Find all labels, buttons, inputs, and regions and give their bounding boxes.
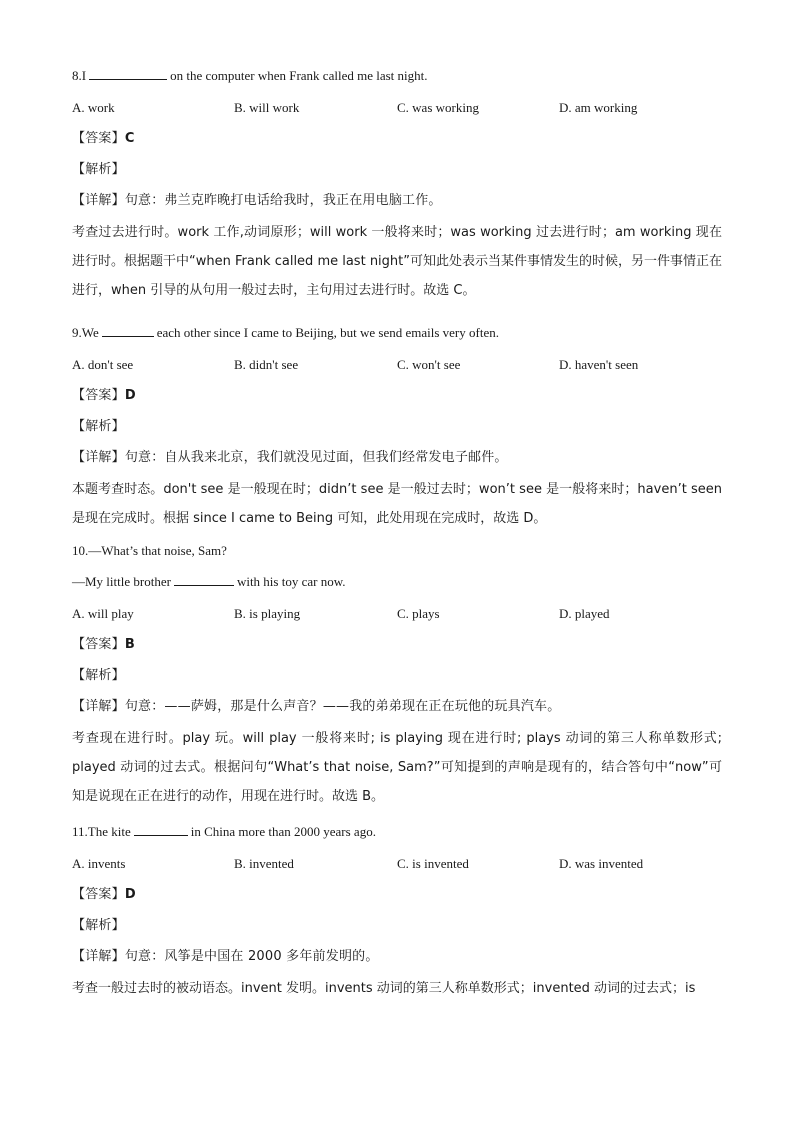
detail-line: 【详解】句意：风筝是中国在 2000 多年前发明的。	[72, 949, 379, 964]
question-number: 8.I	[72, 68, 87, 83]
answer-value: B	[124, 637, 135, 652]
analysis-label: 【解析】	[72, 918, 125, 933]
question-10-stem: 10.—What’s that noise, Sam?	[72, 543, 227, 558]
detail-text: 句意：弗兰克昨晚打电话给我时，我正在用电脑工作。	[124, 193, 442, 208]
question-number: 11.The kite	[72, 824, 131, 839]
question-number: 9.We	[72, 325, 99, 340]
answer-blank	[89, 67, 167, 80]
option-c: C. won't see	[397, 357, 461, 372]
option-b: B. will work	[234, 100, 300, 115]
explanation-paragraph: 考查一般过去时的被动语态。invent 发明。invents 动词的第三人称单数形式；invented 动词的过去式；is	[72, 981, 696, 996]
option-b: B. is playing	[234, 606, 301, 621]
explanation-paragraph: 本题考查时态。don't see 是一般现在时；didn’t see 是一般过去时；won’t see 是一般将来时；haven’t seen 是现在完成时。根据 since I came to Being 可知，此处用现在完成时，故选 D。	[72, 482, 722, 526]
answer-line: 【答案】C	[72, 131, 135, 146]
option-b: B. didn't see	[234, 357, 299, 372]
answer-value: D	[124, 388, 136, 403]
answer-line: 【答案】D	[72, 887, 136, 902]
answer-line: 【答案】D	[72, 388, 136, 403]
option-a: A. don't see	[72, 357, 134, 372]
stem-text: on the computer when Frank called me last night.	[170, 68, 428, 83]
stem-text: in China more than 2000 years ago.	[190, 824, 376, 839]
answer-blank	[134, 823, 188, 836]
answer-value: C	[124, 131, 135, 146]
option-c: C. plays	[397, 606, 440, 621]
option-d: D. was invented	[559, 856, 644, 871]
option-a: A. will play	[72, 606, 134, 621]
option-a: A. work	[72, 100, 115, 115]
option-d: D. am working	[559, 100, 638, 115]
answer-line: 【答案】B	[72, 637, 135, 652]
detail-line: 【详解】句意：弗兰克昨晚打电话给我时，我正在用电脑工作。	[72, 193, 442, 208]
option-d: D. played	[559, 606, 610, 621]
analysis-label: 【解析】	[72, 668, 125, 683]
analysis-label: 【解析】	[72, 162, 125, 177]
option-c: C. is invented	[397, 856, 469, 871]
question-8-stem	[72, 67, 428, 85]
detail-text: 句意：自从我来北京，我们就没见过面，但我们经常发电子邮件。	[124, 450, 508, 465]
option-c: C. was working	[397, 100, 479, 115]
detail-line: 【详解】句意：自从我来北京，我们就没见过面，但我们经常发电子邮件。	[72, 450, 508, 465]
option-d: D. haven't seen	[559, 357, 639, 372]
option-b: B. invented	[234, 856, 294, 871]
explanation-paragraph: 考查现在进行时。play 玩。will play 一般将来时; is playing 现在进行时; plays 动词的第三人称单数形式; played 动词的过去式。根据问句“What’s that noise, Sam?”可知提到的声响是现有的，结合答句中“now”可知是说现在正在进行的动作，用现在进行时。故选 B。	[72, 731, 722, 804]
option-a: A. invents	[72, 856, 126, 871]
detail-text: 句意：风筝是中国在 2000 多年前发明的。	[124, 949, 379, 964]
stem-text: with his toy car now.	[236, 574, 346, 589]
answer-value: D	[124, 887, 136, 902]
stem-text: —My little brother	[72, 574, 171, 589]
explanation-paragraph: 考查过去进行时。work 工作,动词原形；will work 一般将来时；was working 过去进行时；am working 现在进行时。根据题干中“when Frank called me last night”可知此处表示当某件事情发生的时候，另一件事情正在进行，when 引导的从句用一般过去时，主句用过去进行时。故选 C。	[72, 225, 722, 298]
answer-blank	[174, 573, 234, 586]
answer-blank	[102, 324, 154, 337]
detail-line: 【详解】句意：——萨姆，那是什么声音？——我的弟弟现在正在玩他的玩具汽车。	[72, 699, 561, 714]
stem-text: each other since I came to Beijing, but we send emails very often.	[156, 325, 499, 340]
detail-text: 句意：——萨姆，那是什么声音？——我的弟弟现在正在玩他的玩具汽车。	[124, 699, 561, 714]
question-10-stem-line2	[72, 573, 346, 591]
question-11-stem	[72, 823, 376, 841]
analysis-label: 【解析】	[72, 419, 125, 434]
question-9-stem	[72, 324, 499, 342]
